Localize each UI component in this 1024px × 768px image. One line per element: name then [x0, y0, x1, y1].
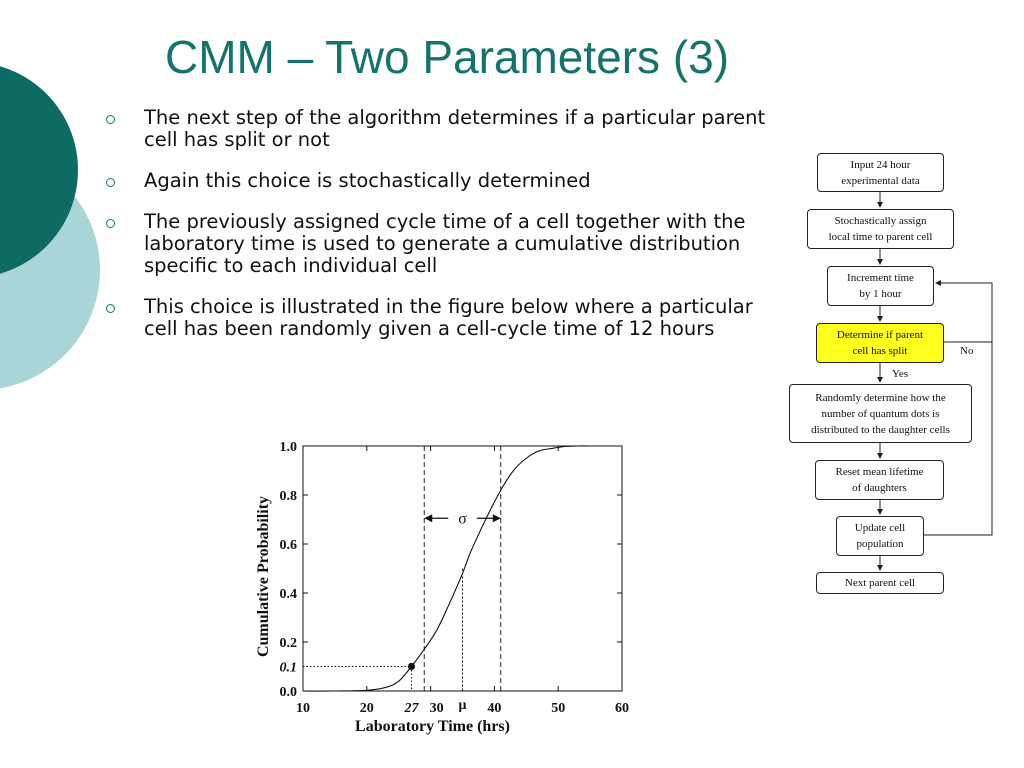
y-tick-label: 0.2: [279, 636, 297, 651]
y-tick-label: 0.8: [279, 489, 297, 504]
flow-step-text: Stochastically assign local time to parent cell: [828, 215, 933, 243]
flow-step-reset-lifetime: [815, 460, 944, 500]
flow-step-text: Increment time by 1 hour: [847, 272, 914, 300]
marked-point: [408, 663, 415, 670]
bullet-marker-icon: [106, 219, 115, 228]
bullet-item: [103, 170, 773, 192]
algorithm-flowchart: [780, 150, 1024, 600]
flow-step-text: Update cell population: [854, 522, 906, 550]
flow-step-text: Randomly determine how the number of quantum dots is distributed to the daughter cells: [811, 391, 950, 436]
flow-step-determine-split: [816, 323, 944, 363]
no-label: No: [960, 345, 974, 357]
flow-step-text: Determine if parent cell has split: [836, 329, 924, 357]
y-tick-label: 0.6: [279, 538, 297, 553]
y-tick-label: 0.0: [279, 685, 297, 700]
sigma-label: σ: [458, 510, 467, 528]
x-tick-label: 30: [429, 701, 444, 716]
bullet-text: The next step of the algorithm determines if a particular parent cell has split or not: [144, 106, 766, 151]
x-axis-label: Laboratory Time (hrs): [355, 718, 510, 735]
flow-step-update-population: [836, 516, 924, 556]
no-loop-arrow: [936, 283, 992, 342]
x-tick-label: 40: [487, 701, 502, 716]
flow-step-input: [817, 153, 944, 192]
bullet-item: [103, 107, 773, 151]
flow-step-distribute-dots: [789, 384, 972, 443]
cumulative-probability-chart: [240, 430, 640, 740]
bullet-marker-icon: [106, 304, 115, 313]
flow-step-assign: [807, 209, 954, 249]
bullet-text: Again this choice is stochastically determined: [144, 169, 591, 192]
y-tick-label: 0.4: [279, 587, 297, 602]
bullet-item: [103, 296, 773, 340]
y-axis-label: Cumulative Probability: [255, 495, 272, 658]
marked-x-label: 27: [404, 701, 419, 716]
slide-title: CMM – Two Parameters (3): [165, 31, 730, 83]
x-tick-label: 50: [551, 701, 566, 716]
x-tick-label: 10: [296, 701, 310, 716]
flow-step-next-cell: [816, 572, 944, 594]
bullet-marker-icon: [106, 178, 115, 187]
flow-step-text: Input 24 hour experimental data: [841, 158, 920, 187]
marked-y-label: 0.1: [279, 660, 297, 676]
x-tick-label: 60: [615, 701, 629, 716]
bullet-marker-icon: [106, 115, 115, 124]
yes-label: Yes: [892, 368, 909, 380]
sigma-arrowhead-left: [424, 514, 432, 522]
x-tick-label: 20: [359, 701, 374, 716]
y-tick-label: 1.0: [279, 440, 297, 455]
bullet-list: [103, 107, 773, 359]
bullet-item: [103, 211, 773, 277]
mu-label: μ: [458, 698, 467, 713]
sigma-arrowhead-right: [493, 514, 501, 522]
flow-step-increment: [827, 266, 934, 306]
bullet-text: The previously assigned cycle time of a cell together with the laboratory time is used to generate a cumulative distribution specific to each individual cell: [144, 210, 746, 277]
flow-step-text: Next parent cell: [844, 577, 916, 589]
flow-step-text: Reset mean lifetime of daughters: [835, 466, 924, 494]
bullet-text: This choice is illustrated in the figure below where a particular cell has been randomly given a cell-cycle time of 12 hours: [144, 295, 753, 340]
